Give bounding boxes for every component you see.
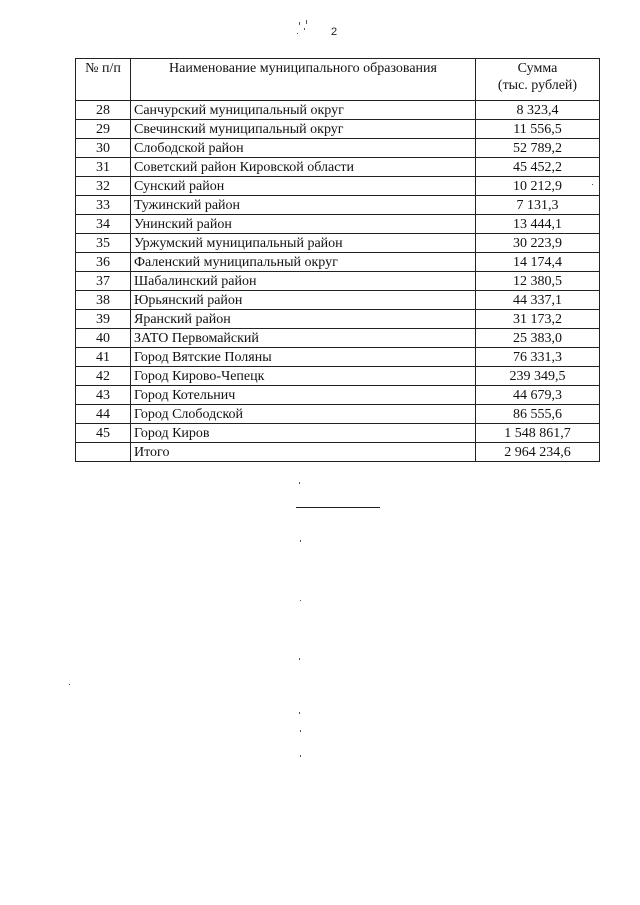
row-sum: 2 964 234,6 (476, 443, 600, 462)
table-row (76, 139, 600, 158)
row-sum: 86 555,6 (476, 405, 600, 424)
row-sum: 1 548 861,7 (476, 424, 600, 443)
row-number: 29 (76, 120, 131, 139)
row-name: Унинский район (131, 215, 476, 234)
row-name: Уржумский муниципальный район (131, 234, 476, 253)
table-header-row (76, 59, 600, 101)
row-sum: 7 131,3 (476, 196, 600, 215)
row-name: Город Кирово-Чепецк (131, 367, 476, 386)
row-number: 30 (76, 139, 131, 158)
row-name: Город Вятские Поляны (131, 348, 476, 367)
row-name: Юрьянский район (131, 291, 476, 310)
row-number: 34 (76, 215, 131, 234)
table-row (76, 329, 600, 348)
row-number: 45 (76, 424, 131, 443)
header-number: № п/п (76, 59, 131, 101)
row-name: Город Слободской (131, 405, 476, 424)
row-name: Слободской район (131, 139, 476, 158)
table-row (76, 348, 600, 367)
table-row (76, 424, 600, 443)
row-number: 44 (76, 405, 131, 424)
row-name: Шабалинский район (131, 272, 476, 291)
row-sum: 44 679,3 (476, 386, 600, 405)
row-number: 33 (76, 196, 131, 215)
table-row (76, 367, 600, 386)
row-number: 31 (76, 158, 131, 177)
row-number: 42 (76, 367, 131, 386)
municipal-sums-table (75, 58, 600, 462)
row-number: 43 (76, 386, 131, 405)
row-sum: 52 789,2 (476, 139, 600, 158)
table-row (76, 234, 600, 253)
table-row (76, 291, 600, 310)
table-row (76, 386, 600, 405)
row-number (76, 443, 131, 462)
header-sum-line2: (тыс. рублей) (497, 78, 578, 93)
header-sum (476, 59, 600, 101)
row-number: 40 (76, 329, 131, 348)
row-sum: 25 383,0 (476, 329, 600, 348)
header-sum-line1: Сумма (517, 61, 558, 76)
row-name: Сунский район (131, 177, 476, 196)
row-sum: 45 452,2 (476, 158, 600, 177)
row-sum: 30 223,9 (476, 234, 600, 253)
row-sum: 14 174,4 (476, 253, 600, 272)
row-number: 39 (76, 310, 131, 329)
row-name: Советский район Кировской области (131, 158, 476, 177)
row-number: 35 (76, 234, 131, 253)
row-name: Тужинский район (131, 196, 476, 215)
row-name: ЗАТО Первомайский (131, 329, 476, 348)
table-row (76, 272, 600, 291)
total-row (76, 443, 600, 462)
row-sum: 239 349,5 (476, 367, 600, 386)
table-row (76, 405, 600, 424)
row-number: 37 (76, 272, 131, 291)
table-row (76, 196, 600, 215)
row-sum: 12 380,5 (476, 272, 600, 291)
row-sum: 8 323,4 (476, 101, 600, 120)
table-row (76, 177, 600, 196)
row-name: Итого (131, 443, 476, 462)
row-sum: 13 444,1 (476, 215, 600, 234)
row-sum: 11 556,5 (476, 120, 600, 139)
row-name: Яранский район (131, 310, 476, 329)
row-number: 41 (76, 348, 131, 367)
header-name: Наименование муниципального образования (131, 59, 476, 101)
table-row (76, 120, 600, 139)
table-row (76, 215, 600, 234)
table-row (76, 101, 600, 120)
row-number: 36 (76, 253, 131, 272)
row-number: 38 (76, 291, 131, 310)
row-name: Город Киров (131, 424, 476, 443)
table-row (76, 310, 600, 329)
table-body (76, 101, 600, 462)
signoff-line (296, 507, 380, 508)
row-number: 32 (76, 177, 131, 196)
table-row (76, 158, 600, 177)
table-row (76, 253, 600, 272)
row-sum: 44 337,1 (476, 291, 600, 310)
page-number: 2 (331, 26, 338, 38)
row-name: Санчурский муниципальный округ (131, 101, 476, 120)
row-sum: 31 173,2 (476, 310, 600, 329)
row-name: Фаленский муниципальный округ (131, 253, 476, 272)
row-sum: 76 331,3 (476, 348, 600, 367)
row-name: Свечинский муниципальный округ (131, 120, 476, 139)
row-number: 28 (76, 101, 131, 120)
row-name: Город Котельнич (131, 386, 476, 405)
row-sum: 10 212,9 (476, 177, 600, 196)
